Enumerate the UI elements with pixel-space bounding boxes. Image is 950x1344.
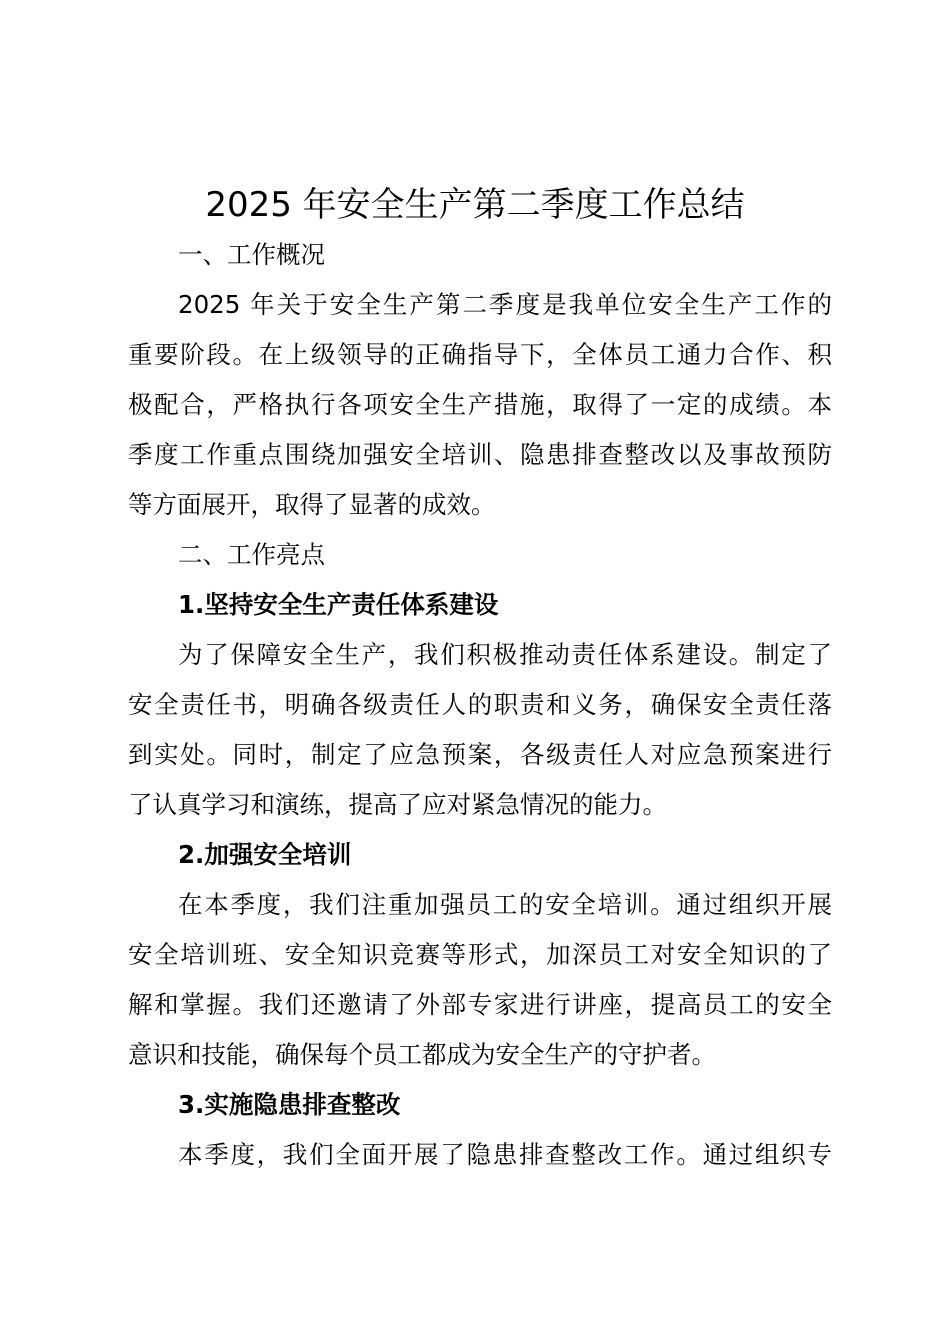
paragraph-line: 意识和技能，确保每个员工都成为安全生产的守护者。 — [128, 1040, 716, 1069]
paragraph-line: 解和掌握。我们还邀请了外部专家进行讲座，提高员工的安全 — [128, 990, 832, 1019]
section-heading: 一、工作概况 — [178, 240, 325, 269]
paragraph-line: 重要阶段。在上级领导的正确指导下，全体员工通力合作、积 — [128, 340, 832, 369]
paragraph-line: 2025 年关于安全生产第二季度是我单位安全生产工作的 — [178, 290, 832, 319]
paragraph-line: 本季度，我们全面开展了隐患排查整改工作。通过组织专 — [178, 1140, 832, 1169]
paragraph-line: 了认真学习和演练，提高了应对紧急情况的能力。 — [128, 790, 667, 819]
document-title: 2025 年安全生产第二季度工作总结 — [205, 185, 745, 225]
paragraph-line: 安全责任书，明确各级责任人的职责和义务，确保安全责任落 — [128, 690, 832, 719]
paragraph-line: 季度工作重点围绕加强安全培训、隐患排查整改以及事故预防 — [128, 440, 832, 469]
paragraph-line: 为了保障安全生产，我们积极推动责任体系建设。制定了 — [178, 640, 832, 669]
paragraph-line: 在本季度，我们注重加强员工的安全培训。通过组织开展 — [178, 890, 832, 919]
section-heading: 二、工作亮点 — [178, 540, 325, 569]
paragraph-line: 到实处。同时，制定了应急预案，各级责任人对应急预案进行 — [128, 740, 832, 769]
subsection-heading: 2.加强安全培训 — [178, 840, 352, 869]
paragraph-line: 等方面展开，取得了显著的成效。 — [128, 490, 496, 519]
document-body — [128, 230, 832, 1180]
subsection-heading: 3.实施隐患排查整改 — [178, 1090, 401, 1119]
paragraph-line: 安全培训班、安全知识竞赛等形式，加深员工对安全知识的了 — [128, 940, 832, 969]
paragraph-line: 极配合，严格执行各项安全生产措施，取得了一定的成绩。本 — [128, 390, 832, 419]
subsection-heading: 1.坚持安全生产责任体系建设 — [178, 590, 499, 619]
